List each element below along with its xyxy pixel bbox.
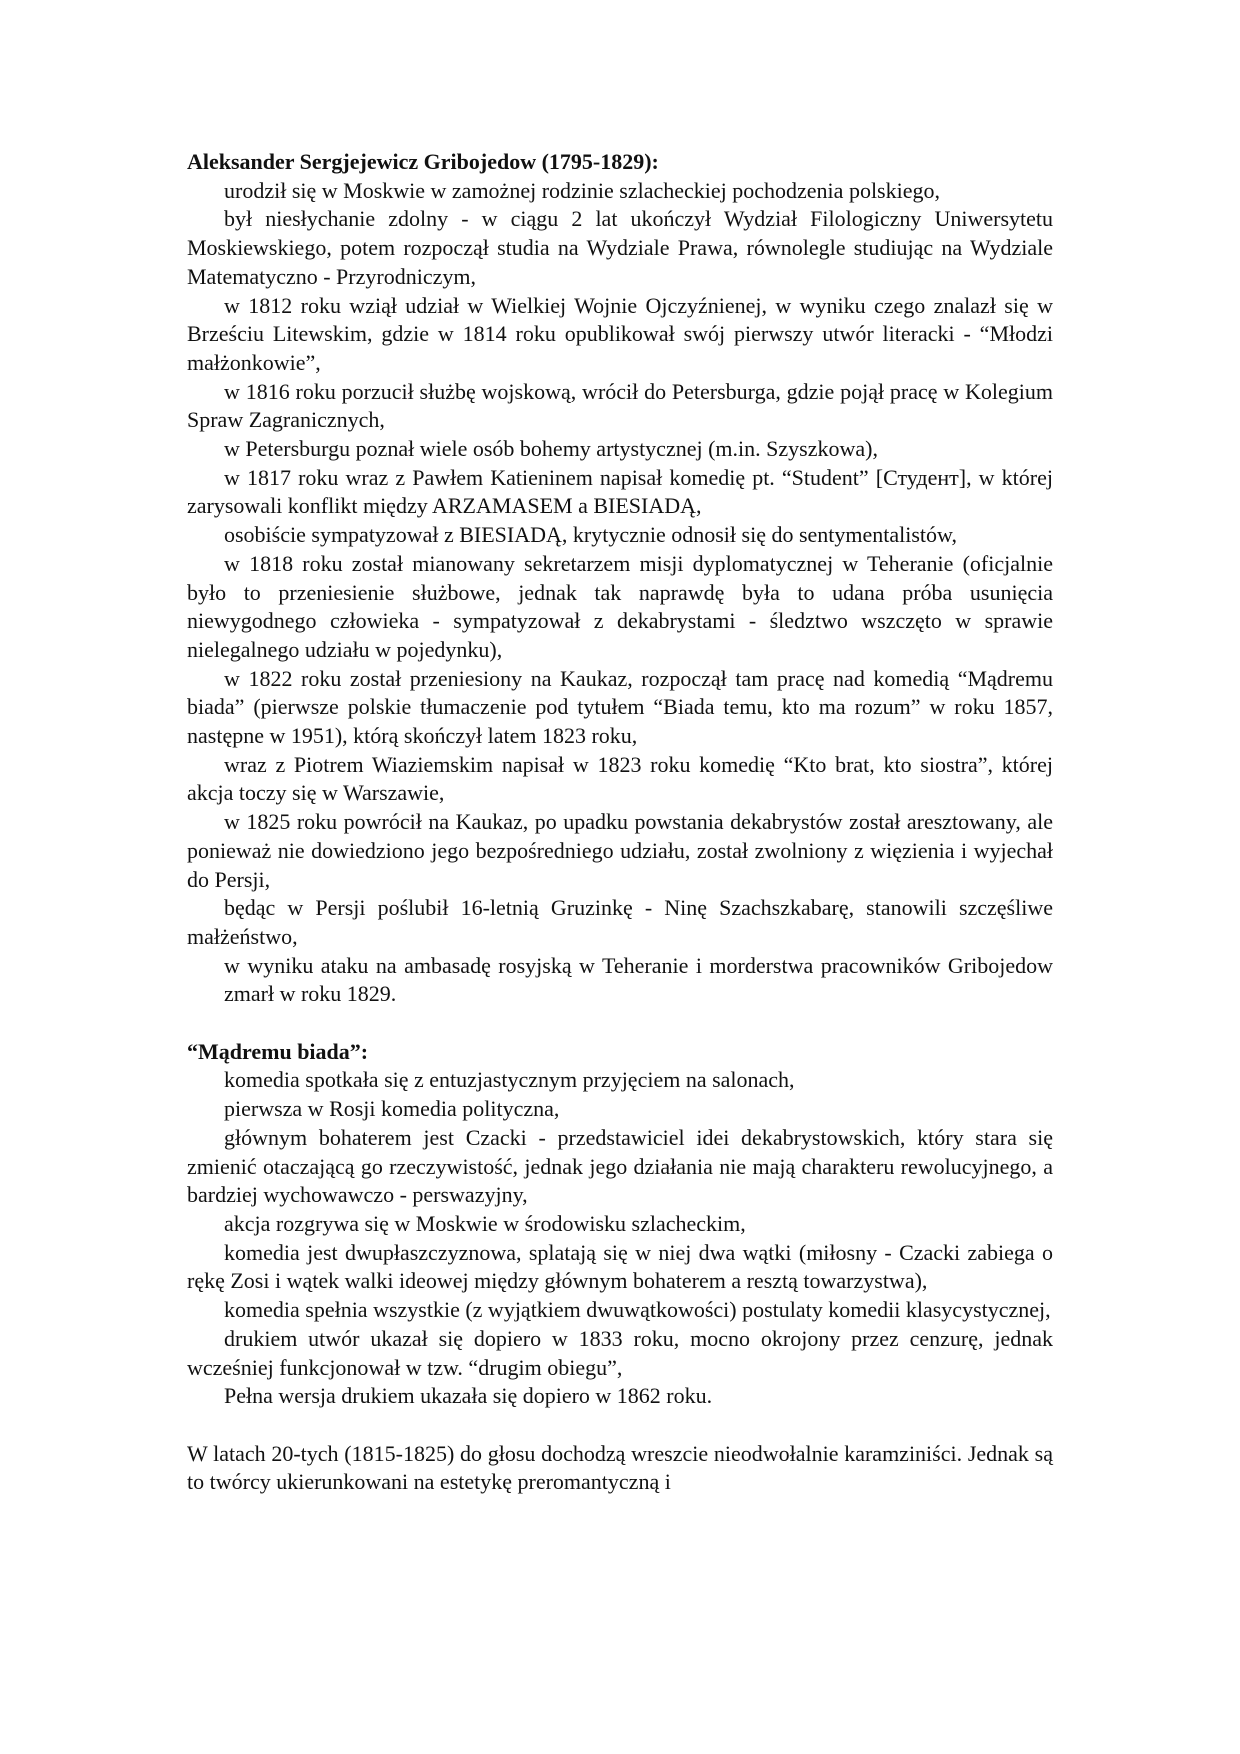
list-item: wraz z Piotrem Wiaziemskim napisał w 1823 roku komedię “Kto brat, kto siostra”, której akcja toczy się w Warszawie, bbox=[187, 751, 1053, 806]
list-item: w 1817 roku wraz z Pawłem Katieninem napisał komedię pt. “Student” [Студент], w której zarysowali konflikt między ARZAMASEM a BIESIADĄ, bbox=[187, 464, 1053, 519]
list-item: komedia spełnia wszystkie (z wyjątkiem dwuwątkowości) postulaty komedii klasycystycznej, bbox=[224, 1297, 1051, 1323]
list-item: był niesłychanie zdolny - w ciągu 2 lat ukończył Wydział Filologiczny Uniwersytetu Moskiewskiego, potem rozpoczął studia na Wydziale Prawa, równolegle studiując na Wydziale Matematyczno - Przyrodniczym, bbox=[187, 206, 1053, 289]
list-item: urodził się w Moskwie w zamożnej rodzinie szlacheckiej pochodzenia polskiego, bbox=[224, 177, 940, 203]
biography-list bbox=[187, 177, 1053, 1009]
closing-paragraph: W latach 20-tych (1815-1825) do głosu dochodzą wreszcie nieodwołalnie karamziniści. Jednak są to twórcy ukierunkowani na estetykę preromantyczną i bbox=[187, 1440, 1053, 1495]
list-item: będąc w Persji poślubił 16-letnią Gruzinkę - Ninę Szachszkabarę, stanowili szczęśliwe małżeństwo, bbox=[187, 895, 1053, 949]
section-heading-gribojedow: Aleksander Sergjejewicz Gribojedow (1795-1829): bbox=[187, 149, 659, 174]
list-item: Pełna wersja drukiem ukazała się dopiero w 1862 roku. bbox=[224, 1383, 713, 1409]
section-heading-madremu-biada: “Mądremu biada”: bbox=[187, 1038, 369, 1064]
document-page bbox=[187, 148, 1053, 1497]
list-item: akcja rozgrywa się w Moskwie w środowisku szlacheckim, bbox=[224, 1211, 746, 1236]
list-item: osobiście sympatyzował z BIESIADĄ, krytycznie odnosił się do sentymentalistów, bbox=[224, 522, 958, 548]
list-item: w 1816 roku porzucił służbę wojskową, wrócił do Petersburga, gdzie pojął pracę w Kolegium Spraw Zagranicznych, bbox=[187, 378, 1053, 433]
list-item: w 1818 roku został mianowany sekretarzem misji dyplomatycznej w Teheranie (oficjalnie było to przeniesienie służbowe, jednak tak naprawdę była to udana próba usunięcia niewygodnego człowieka - sympatyzował z dekabrystami - śledztwo wszczęto w sprawie nielegalnego udziału w pojedynku), bbox=[187, 550, 1053, 662]
list-item: w wyniku ataku na ambasadę rosyjską w Teheranie i morderstwa pracowników Gribojedow zmarł w roku 1829. bbox=[224, 952, 1053, 1007]
section-spacer bbox=[187, 1009, 1053, 1038]
section-spacer bbox=[187, 1411, 1053, 1440]
list-item: w 1812 roku wziął udział w Wielkiej Wojnie Ojczyźnienej, w wyniku czego znalazł się w Brześciu Litewskim, gdzie w 1814 roku opublikował swój pierwszy utwór literacki - “Młodzi małżonkowie”, bbox=[187, 292, 1053, 375]
list-item: komedia spotkała się z entuzjastycznym przyjęciem na salonach, bbox=[224, 1067, 795, 1093]
list-item: głównym bohaterem jest Czacki - przedstawiciel idei dekabrystowskich, który stara się zmienić otaczającą go rzeczywistość, jednak jego działania nie mają charakteru rewolucyjnego, a bardziej wychowawczo - perswazyjny, bbox=[187, 1124, 1053, 1208]
list-item: w Petersburgu poznał wiele osób bohemy artystycznej (m.in. Szyszkowa), bbox=[224, 436, 878, 462]
list-item: w 1825 roku powrócił na Kaukaz, po upadku powstania dekabrystów został aresztowany, ale ponieważ nie dowiedziono jego bezpośredniego udziału, został zwolniony z więzienia i wyjechał do Persji, bbox=[187, 809, 1053, 892]
list-item: pierwsza w Rosji komedia polityczna, bbox=[224, 1096, 560, 1122]
comedy-list bbox=[187, 1066, 1053, 1410]
list-item: komedia jest dwupłaszczyznowa, splatają się w niej dwa wątki (miłosny - Czacki zabiega o rękę Zosi i wątek walki ideowej między głównym bohaterem a resztą towarzystwa), bbox=[187, 1239, 1053, 1294]
list-item: drukiem utwór ukazał się dopiero w 1833 roku, mocno okrojony przez cenzurę, jednak wcześniej funkcjonował w tzw. “drugim obiegu”, bbox=[187, 1325, 1053, 1380]
list-item: w 1822 roku został przeniesiony na Kaukaz, rozpoczął tam pracę nad komedią “Mądremu biada” (pierwsze polskie tłumaczenie pod tytułem “Biada temu, kto ma rozum” w roku 1857, następne w 1951), którą skończył latem 1823 roku, bbox=[187, 665, 1053, 749]
